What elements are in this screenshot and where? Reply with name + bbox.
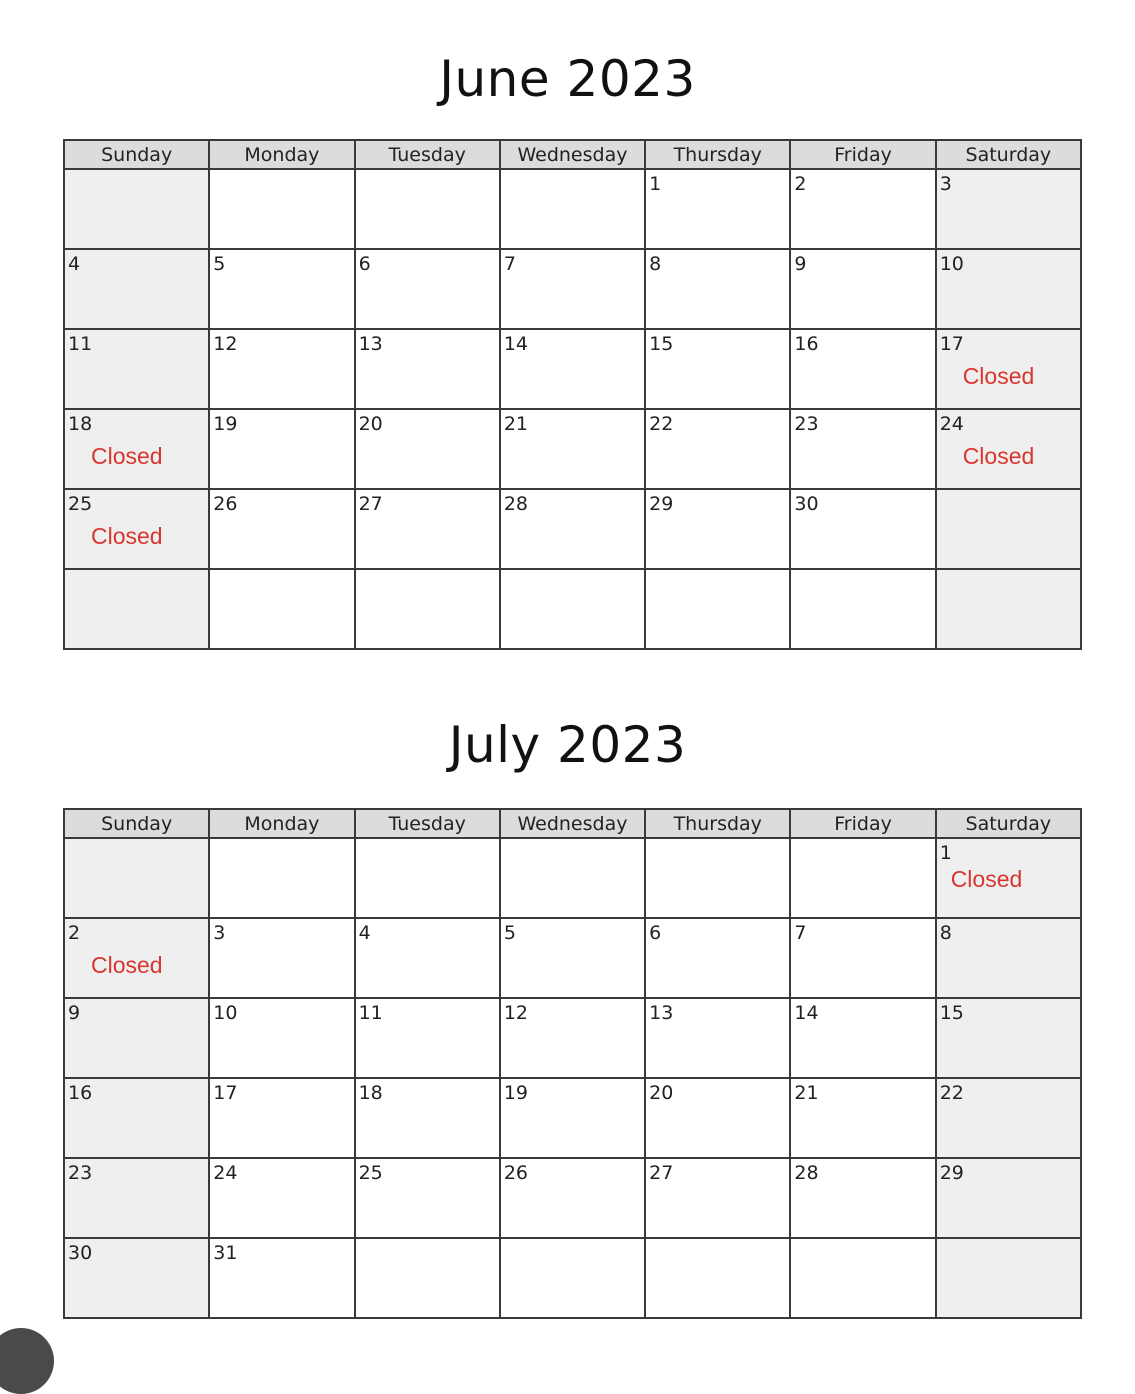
day-cell bbox=[790, 918, 935, 998]
day-number bbox=[210, 839, 353, 863]
day-cell bbox=[936, 838, 1081, 918]
day-number: 26 bbox=[213, 493, 238, 515]
day-number: 2 bbox=[794, 173, 807, 195]
weekday-header: Friday bbox=[790, 140, 935, 169]
weekday-header-row bbox=[64, 140, 1081, 169]
day-number: 8 bbox=[649, 253, 662, 275]
day-cell bbox=[355, 249, 500, 329]
day-cell bbox=[355, 169, 500, 249]
day-number: 22 bbox=[939, 1082, 964, 1104]
day-number: 16 bbox=[68, 1082, 93, 1104]
day-number: 24 bbox=[939, 413, 964, 435]
day-number: 24 bbox=[213, 1162, 238, 1184]
day-cell bbox=[64, 1078, 209, 1158]
day-cell bbox=[64, 249, 209, 329]
calendar-grid-june bbox=[63, 139, 1082, 650]
day-cell bbox=[209, 1238, 354, 1318]
day-cell bbox=[645, 1078, 790, 1158]
day-number: 13 bbox=[649, 1002, 674, 1024]
day-number: 14 bbox=[794, 1002, 819, 1024]
weekday-header: Monday bbox=[209, 140, 354, 169]
day-cell bbox=[645, 329, 790, 409]
closed-note: Closed bbox=[962, 443, 1035, 469]
week-row bbox=[64, 1158, 1081, 1238]
day-number bbox=[501, 839, 644, 863]
day-number: 11 bbox=[358, 1002, 383, 1024]
day-cell bbox=[790, 1158, 935, 1238]
day-number: 15 bbox=[939, 1002, 964, 1024]
day-number bbox=[937, 1239, 1080, 1263]
weekday-header: Wednesday bbox=[500, 809, 645, 838]
day-cell bbox=[500, 838, 645, 918]
day-cell bbox=[500, 998, 645, 1078]
day-number: 4 bbox=[68, 253, 81, 275]
day-number: 17 bbox=[939, 333, 964, 355]
day-number: 7 bbox=[503, 253, 516, 275]
day-number: 9 bbox=[68, 1002, 81, 1024]
day-number: 21 bbox=[503, 413, 529, 435]
day-number: 20 bbox=[649, 1082, 674, 1104]
day-cell bbox=[500, 409, 645, 489]
day-cell bbox=[936, 329, 1081, 409]
closed-note: Closed bbox=[950, 866, 1023, 892]
day-number bbox=[356, 170, 499, 194]
week-row bbox=[64, 409, 1081, 489]
weekday-header: Monday bbox=[209, 809, 354, 838]
weekday-header: Thursday bbox=[645, 809, 790, 838]
day-cell bbox=[645, 838, 790, 918]
closed-note: Closed bbox=[91, 443, 163, 469]
day-cell bbox=[645, 169, 790, 249]
day-number: 26 bbox=[503, 1162, 529, 1184]
day-number: 17 bbox=[213, 1082, 238, 1104]
day-cell bbox=[790, 169, 935, 249]
closed-note: Closed bbox=[91, 952, 163, 978]
day-number: 8 bbox=[939, 922, 952, 944]
day-number: 9 bbox=[794, 253, 807, 275]
week-row bbox=[64, 249, 1081, 329]
month-title-june: June 2023 bbox=[439, 50, 696, 108]
day-number: 19 bbox=[213, 413, 238, 435]
day-cell bbox=[500, 918, 645, 998]
day-number: 1 bbox=[649, 173, 662, 195]
day-cell bbox=[645, 489, 790, 569]
day-cell bbox=[209, 1158, 354, 1238]
day-cell bbox=[790, 329, 935, 409]
day-cell bbox=[500, 1158, 645, 1238]
week-row bbox=[64, 998, 1081, 1078]
day-cell bbox=[500, 569, 645, 649]
weekday-header: Saturday bbox=[936, 809, 1081, 838]
day-cell bbox=[645, 409, 790, 489]
day-number: 27 bbox=[649, 1162, 674, 1184]
day-number: 29 bbox=[649, 493, 674, 515]
day-number: 12 bbox=[503, 1002, 529, 1024]
day-number: 14 bbox=[503, 333, 529, 355]
day-number: 7 bbox=[794, 922, 807, 944]
day-cell bbox=[500, 169, 645, 249]
day-cell bbox=[64, 838, 209, 918]
day-number: 6 bbox=[649, 922, 662, 944]
day-cell bbox=[790, 409, 935, 489]
day-cell bbox=[64, 169, 209, 249]
week-row bbox=[64, 838, 1081, 918]
day-number: 5 bbox=[503, 922, 516, 944]
day-number bbox=[646, 1239, 789, 1263]
day-cell bbox=[355, 918, 500, 998]
day-number: 3 bbox=[939, 173, 952, 195]
day-number: 28 bbox=[503, 493, 529, 515]
day-number bbox=[646, 570, 789, 594]
day-cell bbox=[64, 1158, 209, 1238]
day-number bbox=[65, 839, 208, 863]
day-cell bbox=[355, 1078, 500, 1158]
weekday-header: Thursday bbox=[645, 140, 790, 169]
weekday-header: Sunday bbox=[64, 140, 209, 169]
day-cell bbox=[500, 1238, 645, 1318]
day-number: 5 bbox=[213, 253, 226, 275]
day-cell bbox=[209, 998, 354, 1078]
day-cell bbox=[936, 249, 1081, 329]
day-number: 30 bbox=[68, 1242, 93, 1264]
day-cell bbox=[645, 569, 790, 649]
day-cell bbox=[936, 1078, 1081, 1158]
day-cell bbox=[936, 998, 1081, 1078]
day-number bbox=[791, 1239, 934, 1263]
day-number: 25 bbox=[358, 1162, 383, 1184]
day-cell bbox=[209, 169, 354, 249]
day-number bbox=[210, 170, 353, 194]
day-cell bbox=[64, 489, 209, 569]
day-number: 10 bbox=[213, 1002, 238, 1024]
day-number: 23 bbox=[794, 413, 819, 435]
day-number: 31 bbox=[213, 1242, 238, 1264]
closed-note: Closed bbox=[91, 523, 163, 549]
day-number: 6 bbox=[358, 253, 371, 275]
week-row bbox=[64, 918, 1081, 998]
day-cell bbox=[64, 409, 209, 489]
day-cell bbox=[790, 1238, 935, 1318]
day-number: 27 bbox=[358, 493, 383, 515]
day-cell bbox=[355, 489, 500, 569]
day-number bbox=[937, 490, 1080, 514]
day-cell bbox=[209, 838, 354, 918]
day-cell bbox=[790, 1078, 935, 1158]
day-cell bbox=[209, 918, 354, 998]
day-cell bbox=[790, 998, 935, 1078]
week-row bbox=[64, 569, 1081, 649]
week-row bbox=[64, 329, 1081, 409]
day-cell bbox=[936, 489, 1081, 569]
day-number: 1 bbox=[939, 842, 952, 864]
day-cell bbox=[790, 838, 935, 918]
day-cell bbox=[355, 329, 500, 409]
day-number: 3 bbox=[213, 922, 226, 944]
weekday-header: Saturday bbox=[936, 140, 1081, 169]
day-cell bbox=[209, 489, 354, 569]
day-cell bbox=[64, 1238, 209, 1318]
week-row bbox=[64, 1238, 1081, 1318]
day-number: 18 bbox=[358, 1082, 383, 1104]
day-cell bbox=[500, 329, 645, 409]
day-cell bbox=[355, 569, 500, 649]
day-number bbox=[65, 170, 208, 194]
day-number: 11 bbox=[68, 333, 93, 355]
day-number bbox=[210, 570, 353, 594]
day-cell bbox=[790, 489, 935, 569]
day-number: 12 bbox=[213, 333, 238, 355]
day-number bbox=[356, 1239, 499, 1263]
calendar-grid-july bbox=[63, 808, 1082, 1319]
day-number: 21 bbox=[794, 1082, 819, 1104]
day-number bbox=[65, 570, 208, 594]
day-cell bbox=[645, 1158, 790, 1238]
day-cell bbox=[64, 998, 209, 1078]
day-cell bbox=[355, 998, 500, 1078]
day-cell bbox=[936, 569, 1081, 649]
day-cell bbox=[209, 329, 354, 409]
day-cell bbox=[936, 409, 1081, 489]
weekday-header: Tuesday bbox=[355, 809, 500, 838]
day-number: 15 bbox=[649, 333, 674, 355]
day-number: 22 bbox=[649, 413, 674, 435]
day-cell bbox=[355, 838, 500, 918]
month-title-july: July 2023 bbox=[448, 716, 687, 774]
day-number: 29 bbox=[939, 1162, 964, 1184]
day-number bbox=[356, 839, 499, 863]
day-cell bbox=[790, 569, 935, 649]
day-cell bbox=[645, 918, 790, 998]
day-cell bbox=[355, 1158, 500, 1238]
day-cell bbox=[936, 169, 1081, 249]
day-number: 23 bbox=[68, 1162, 93, 1184]
day-number bbox=[646, 839, 789, 863]
day-number: 28 bbox=[794, 1162, 819, 1184]
day-cell bbox=[355, 409, 500, 489]
day-number: 10 bbox=[939, 253, 964, 275]
day-cell bbox=[936, 1158, 1081, 1238]
day-cell bbox=[645, 249, 790, 329]
day-number bbox=[937, 570, 1080, 594]
day-number bbox=[501, 570, 644, 594]
day-number bbox=[501, 170, 644, 194]
weekday-header: Tuesday bbox=[355, 140, 500, 169]
day-number bbox=[501, 1239, 644, 1263]
day-cell bbox=[936, 1238, 1081, 1318]
day-cell bbox=[209, 409, 354, 489]
day-number bbox=[356, 570, 499, 594]
day-cell bbox=[64, 918, 209, 998]
day-cell bbox=[209, 1078, 354, 1158]
day-cell bbox=[355, 1238, 500, 1318]
day-number: 18 bbox=[68, 413, 93, 435]
day-number: 19 bbox=[503, 1082, 529, 1104]
day-number: 16 bbox=[794, 333, 819, 355]
week-row bbox=[64, 169, 1081, 249]
day-number bbox=[791, 570, 934, 594]
weekday-header-row bbox=[64, 809, 1081, 838]
day-number: 4 bbox=[358, 922, 371, 944]
day-cell bbox=[790, 249, 935, 329]
day-cell bbox=[209, 249, 354, 329]
day-cell bbox=[936, 918, 1081, 998]
day-number: 25 bbox=[68, 493, 93, 515]
day-number bbox=[791, 839, 934, 863]
day-number: 13 bbox=[358, 333, 383, 355]
day-cell bbox=[64, 569, 209, 649]
floating-button[interactable] bbox=[0, 1328, 54, 1394]
day-cell bbox=[64, 329, 209, 409]
day-number: 20 bbox=[358, 413, 383, 435]
weekday-header: Sunday bbox=[64, 809, 209, 838]
day-number: 2 bbox=[68, 922, 81, 944]
week-row bbox=[64, 1078, 1081, 1158]
weekday-header: Friday bbox=[790, 809, 935, 838]
day-cell bbox=[500, 489, 645, 569]
day-cell bbox=[209, 569, 354, 649]
weekday-header: Wednesday bbox=[500, 140, 645, 169]
day-number: 30 bbox=[794, 493, 819, 515]
day-cell bbox=[645, 998, 790, 1078]
day-cell bbox=[500, 249, 645, 329]
week-row bbox=[64, 489, 1081, 569]
day-cell bbox=[645, 1238, 790, 1318]
day-cell bbox=[500, 1078, 645, 1158]
closed-note: Closed bbox=[962, 363, 1035, 389]
